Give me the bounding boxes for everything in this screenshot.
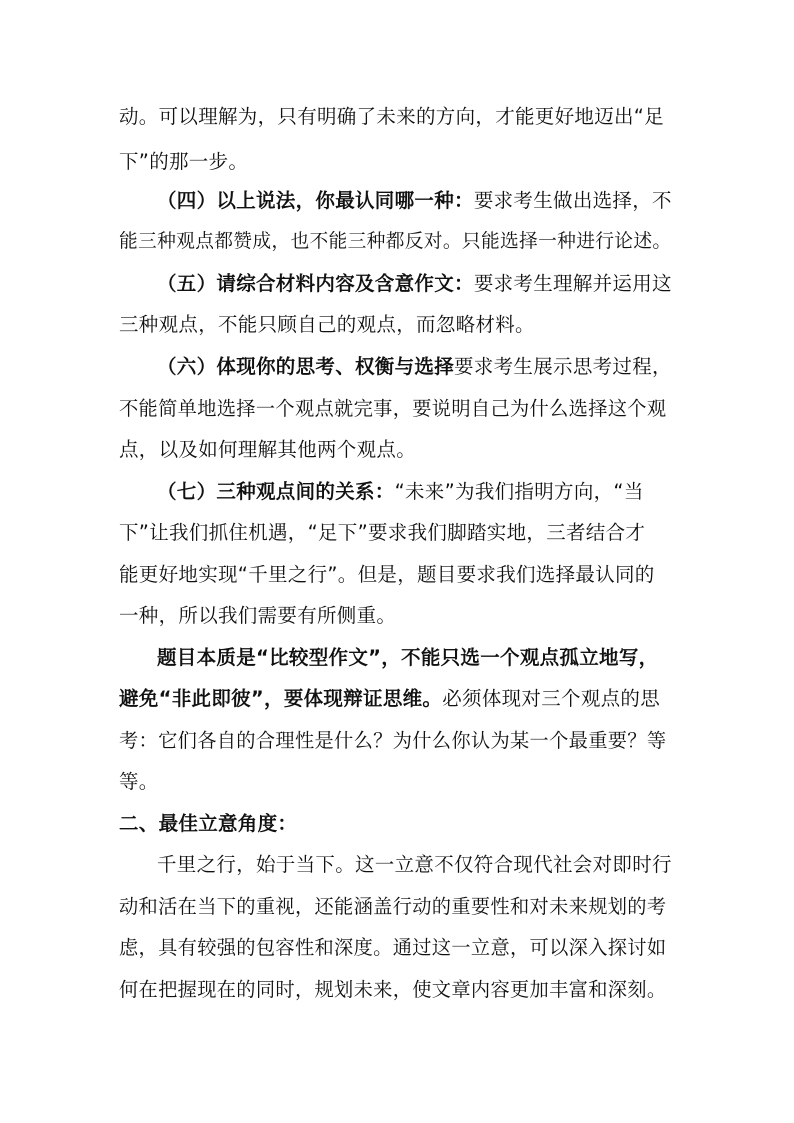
text-line xyxy=(119,229,672,255)
text-line xyxy=(157,271,672,297)
text-run: 考：它们各自的合理性是什么？为什么你认为某一个最重要？等 xyxy=(119,729,667,752)
text-run: 下”的那一步。 xyxy=(119,150,249,173)
text-line xyxy=(119,149,672,175)
text-line xyxy=(119,312,672,338)
text-line xyxy=(119,520,672,546)
section-heading xyxy=(119,811,672,837)
text-run: 等。 xyxy=(119,770,159,793)
text-line xyxy=(157,354,672,380)
bold-heading: 避免“非此即彼”，要体现辩证思维。 xyxy=(119,687,443,710)
text-line xyxy=(119,437,672,463)
text-run: 要求考生展示思考过程， xyxy=(454,355,672,378)
text-run: 何在把握现在的同时，规划未来，使文章内容更加丰富和深刻。 xyxy=(119,978,667,1001)
text-line xyxy=(157,852,672,878)
text-run: “未来”为我们指明方向，“当 xyxy=(394,480,644,503)
text-line xyxy=(119,603,672,629)
text-run: 点，以及如何理解其他两个观点。 xyxy=(119,438,417,461)
text-run: 能更好地实现“千里之行”。但是，题目要求我们选择最认同的 xyxy=(119,563,655,586)
text-run: 动和活在当下的重视，还能涵盖行动的重要性和对未来规划的考 xyxy=(119,895,667,918)
text-run: 动。可以理解为，只有明确了未来的方向，才能更好地迈出“足 xyxy=(119,105,665,128)
text-run: 下”让我们抓住机遇，“足下”要求我们脚踏实地，三者结合才 xyxy=(119,521,646,544)
text-line xyxy=(119,935,672,961)
text-line xyxy=(119,686,672,712)
text-run: 能三种观点都赞成，也不能三种都反对。只能选择一种进行论述。 xyxy=(119,231,672,252)
text-line xyxy=(157,188,672,214)
bold-heading: 题目本质是“比较型作文”，不能只选一个观点孤立地写， xyxy=(157,646,659,669)
text-line xyxy=(119,728,672,754)
text-run: 千里之行，始于当下。这一立意不仅符合现代社会对即时行 xyxy=(157,853,672,876)
text-line xyxy=(119,396,672,422)
bold-heading: （七）三种观点间的关系： xyxy=(157,480,395,503)
text-line xyxy=(119,894,672,920)
text-run: 三种观点，不能只顾自己的观点，而忽略材料。 xyxy=(119,313,535,336)
text-line xyxy=(119,977,672,1003)
text-line xyxy=(157,645,672,671)
text-line xyxy=(157,479,672,505)
section-heading-text: 二、最佳立意角度： xyxy=(119,812,298,835)
bold-heading: （六）体现你的思考、权衡与选择 xyxy=(157,355,455,378)
text-line xyxy=(119,562,672,588)
bold-heading: （四）以上说法，你最认同哪一种： xyxy=(157,189,474,212)
text-line xyxy=(119,104,672,130)
text-run: 要求考生做出选择，不 xyxy=(473,189,672,212)
text-run: 要求考生理解并运用这 xyxy=(473,272,672,295)
text-run: 虑，具有较强的包容性和深度。通过这一立意，可以深入探讨如 xyxy=(119,936,667,959)
bold-heading: （五）请综合材料内容及含意作文： xyxy=(157,272,474,295)
text-line xyxy=(119,769,672,795)
text-run: 不能简单地选择一个观点就完事，要说明自己为什么选择这个观 xyxy=(119,397,667,420)
text-run: 必须体现对三个观点的思 xyxy=(442,687,661,710)
text-run: 一种，所以我们需要有所侧重。 xyxy=(119,604,397,627)
